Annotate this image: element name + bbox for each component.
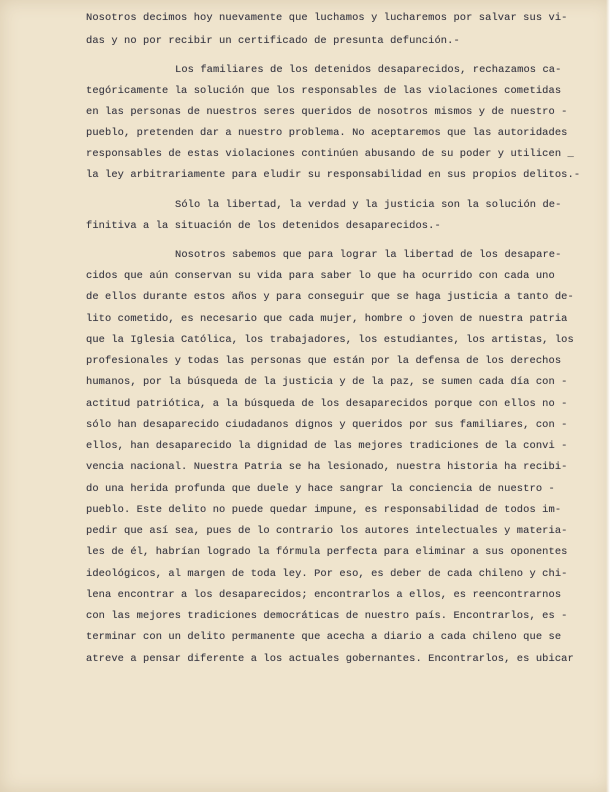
text-line: actitud patriótica, a la búsqueda de los desaparecidos porque con ellos no - xyxy=(86,398,568,410)
text-line: Nosotros sabemos que para lograr la libertad de los desapare- xyxy=(175,249,562,261)
text-line: cidos que aún conservan su vida para saber lo que ha ocurrido con cada uno xyxy=(86,270,555,282)
text-line: profesionales y todas las personas que están por la defensa de los derechos xyxy=(86,355,562,367)
text-line: responsables de estas violaciones continúen abusando de su poder y utilicen _ xyxy=(86,148,574,160)
text-line: pedir que así sea, pues de lo contrario los autores intelectuales y materia- xyxy=(86,525,568,537)
text-line: terminar con un delito permanente que acecha a diario a cada chileno que se xyxy=(86,631,562,643)
text-line: sólo han desaparecido ciudadanos dignos y queridos por sus familiares, con - xyxy=(86,419,568,431)
text-line: atreve a pensar diferente a los actuales gobernantes. Encontrarlos, es ubicar xyxy=(86,653,574,665)
text-line: Los familiares de los detenidos desaparecidos, rechazamos ca- xyxy=(175,64,562,76)
text-line: ellos, han desaparecido la dignidad de las mejores tradiciones de la convi - xyxy=(86,440,568,452)
text-line: que la Iglesia Católica, los trabajadores, los estudiantes, los artistas, los xyxy=(86,334,574,346)
text-line: Sólo la libertad, la verdad y la justicia son la solución de- xyxy=(175,199,562,211)
text-line: de ellos durante estos años y para conseguir que se haga justicia a tanto de- xyxy=(86,291,574,303)
text-line: vencia nacional. Nuestra Patria se ha lesionado, nuestra historia ha recibi- xyxy=(86,461,568,473)
paper-right-edge xyxy=(606,0,612,792)
text-line: pueblo, pretenden dar a nuestro problema. No aceptaremos que las autoridades xyxy=(86,127,568,139)
text-line: ideológicos, al margen de toda ley. Por eso, es deber de cada chileno y chi- xyxy=(86,568,568,580)
text-line: tegóricamente la solución que los responsables de las violaciones cometidas xyxy=(86,85,562,97)
text-line: humanos, por la búsqueda de la justicia y de la paz, se sumen cada día con - xyxy=(86,376,568,388)
text-line: con las mejores tradiciones democráticas de nuestro país. Encontrarlos, es - xyxy=(86,610,568,622)
text-line: en las personas de nuestros seres queridos de nosotros mismos y de nuestro - xyxy=(86,106,568,118)
text-line: finitiva a la situación de los detenidos desaparecidos.- xyxy=(86,220,441,232)
text-line: das y no por recibir un certificado de presunta defunción.- xyxy=(86,35,460,47)
text-line: Nosotros decimos hoy nuevamente que luchamos y lucharemos por salvar sus vi- xyxy=(86,12,568,24)
text-line: les de él, habrían logrado la fórmula perfecta para eliminar a sus oponentes xyxy=(86,546,568,558)
text-line: do una herida profunda que duele y hace sangrar la conciencia de nuestro - xyxy=(86,483,555,495)
text-line: lena encontrar a los desaparecidos; encontrarlos a ellos, es reencontrarnos xyxy=(86,589,562,601)
text-line: la ley arbitrariamente para eludir su responsabilidad en sus propios delitos.- xyxy=(86,169,581,181)
text-line: pueblo. Este delito no puede quedar impune, es responsabilidad de todos im- xyxy=(86,504,562,516)
text-line: lito cometido, es necesario que cada mujer, hombre o joven de nuestra patria xyxy=(86,313,568,325)
